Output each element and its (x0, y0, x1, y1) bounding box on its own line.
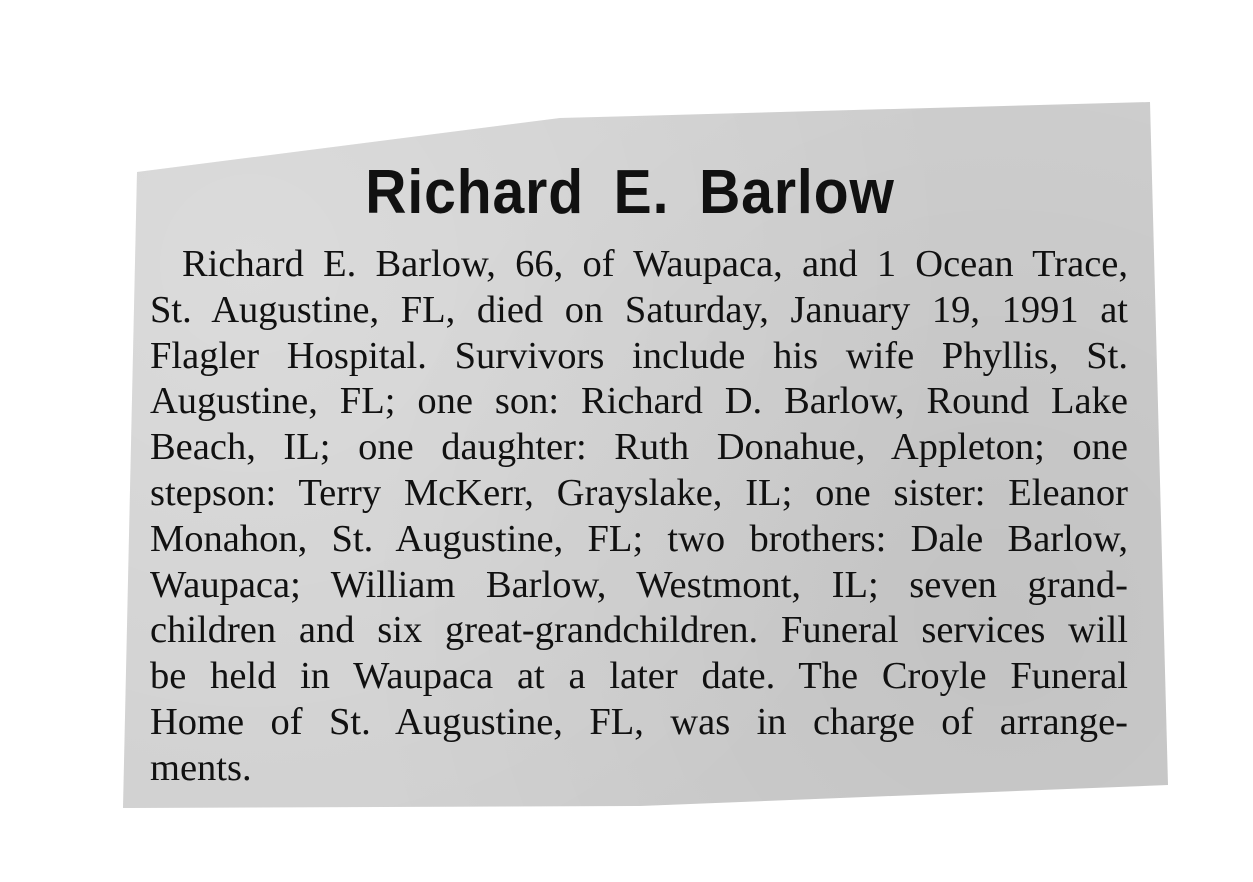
obituary-line: be held in Waupaca at a later date. The Croyle Funeral (150, 655, 1128, 698)
obituary-line: Beach, IL; one daughter: Ruth Donahue, Appleton; one (150, 426, 1128, 469)
obituary-line: Home of St. Augustine, FL, was in charge of arrange- (150, 700, 1128, 743)
obituary-line: ments. (150, 746, 252, 789)
obituary-line: St. Augustine, FL, died on Saturday, January 19, 1991 at (150, 288, 1128, 331)
obituary-line: Augustine, FL; one son: Richard D. Barlow, Round Lake (150, 380, 1128, 423)
obituary-line: Waupaca; William Barlow, Westmont, IL; seven grand- (150, 563, 1128, 606)
obituary-line: children and six great-grandchildren. Funeral services will (150, 609, 1128, 652)
obituary-body (150, 242, 1128, 792)
obituary-line: Monahon, St. Augustine, FL; two brothers: Dale Barlow, (150, 517, 1128, 560)
obituary-line: stepson: Terry McKerr, Grayslake, IL; one sister: Eleanor (150, 471, 1128, 514)
obituary-line: Richard E. Barlow, 66, of Waupaca, and 1 Ocean Trace, (182, 243, 1128, 285)
obituary-title: Richard E. Barlow (365, 158, 895, 227)
obituary-line: Flagler Hospital. Survivors include his wife Phyllis, St. (150, 334, 1128, 377)
